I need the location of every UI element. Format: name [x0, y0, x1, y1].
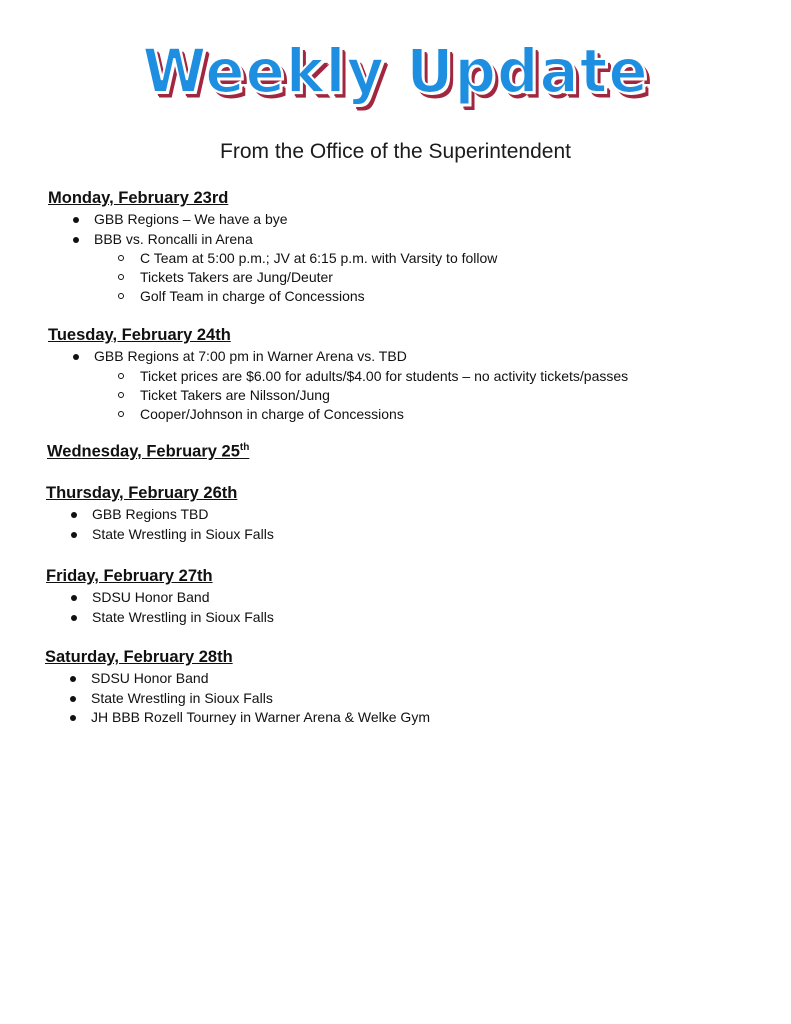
event-detail: C Team at 5:00 p.m.; JV at 6:15 p.m. with Varsity to follow — [48, 249, 497, 268]
subtitle: From the Office of the Superintendent — [220, 140, 571, 163]
event-detail-list — [48, 249, 497, 306]
event-item: SDSU Honor Band — [45, 669, 430, 689]
day-heading: Tuesday, February 24th — [48, 326, 231, 344]
day-heading-suffix: th — [239, 442, 250, 453]
day-heading: Monday, February 23rd — [48, 189, 229, 207]
day-heading-text: Wednesday, February 25 — [47, 442, 240, 461]
event-item: GBB Regions TBD — [46, 505, 274, 525]
day-section-saturday — [45, 648, 430, 728]
event-detail-list — [48, 367, 628, 424]
day-section-thursday — [46, 484, 274, 544]
day-section-monday — [48, 189, 497, 306]
day-heading — [47, 442, 249, 462]
event-list — [46, 505, 274, 544]
event-detail: Tickets Takers are Jung/Deuter — [48, 268, 497, 287]
event-list — [45, 669, 430, 728]
event-detail: Ticket Takers are Nilsson/Jung — [48, 386, 628, 405]
event-item: State Wrestling in Sioux Falls — [46, 525, 274, 545]
day-section-wednesday — [47, 442, 249, 464]
banner-title-text: Weekly Update — [142, 35, 649, 107]
event-detail: Ticket prices are $6.00 for adults/$4.00 for students – no activity tickets/passes — [48, 367, 628, 386]
event-item-text: BBB vs. Roncalli in Arena — [94, 230, 253, 247]
banner-title — [0, 35, 791, 107]
event-item: SDSU Honor Band — [46, 588, 274, 608]
event-item: JH BBB Rozell Tourney in Warner Arena & Welke Gym — [45, 708, 430, 728]
event-list — [46, 588, 274, 627]
event-list — [48, 210, 497, 249]
day-section-friday — [46, 567, 274, 627]
event-detail: Cooper/Johnson in charge of Concessions — [48, 405, 628, 424]
event-item: State Wrestling in Sioux Falls — [45, 689, 430, 709]
day-heading: Thursday, February 26th — [46, 484, 238, 502]
day-heading: Friday, February 27th — [46, 567, 213, 585]
event-item: GBB Regions at 7:00 pm in Warner Arena vs. TBD — [48, 347, 628, 367]
event-list — [48, 347, 628, 367]
day-section-tuesday — [48, 326, 628, 424]
event-item — [48, 230, 497, 250]
event-detail: Golf Team in charge of Concessions — [48, 287, 497, 306]
day-heading: Saturday, February 28th — [45, 648, 233, 666]
event-item: GBB Regions – We have a bye — [48, 210, 497, 230]
event-item: State Wrestling in Sioux Falls — [46, 608, 274, 628]
